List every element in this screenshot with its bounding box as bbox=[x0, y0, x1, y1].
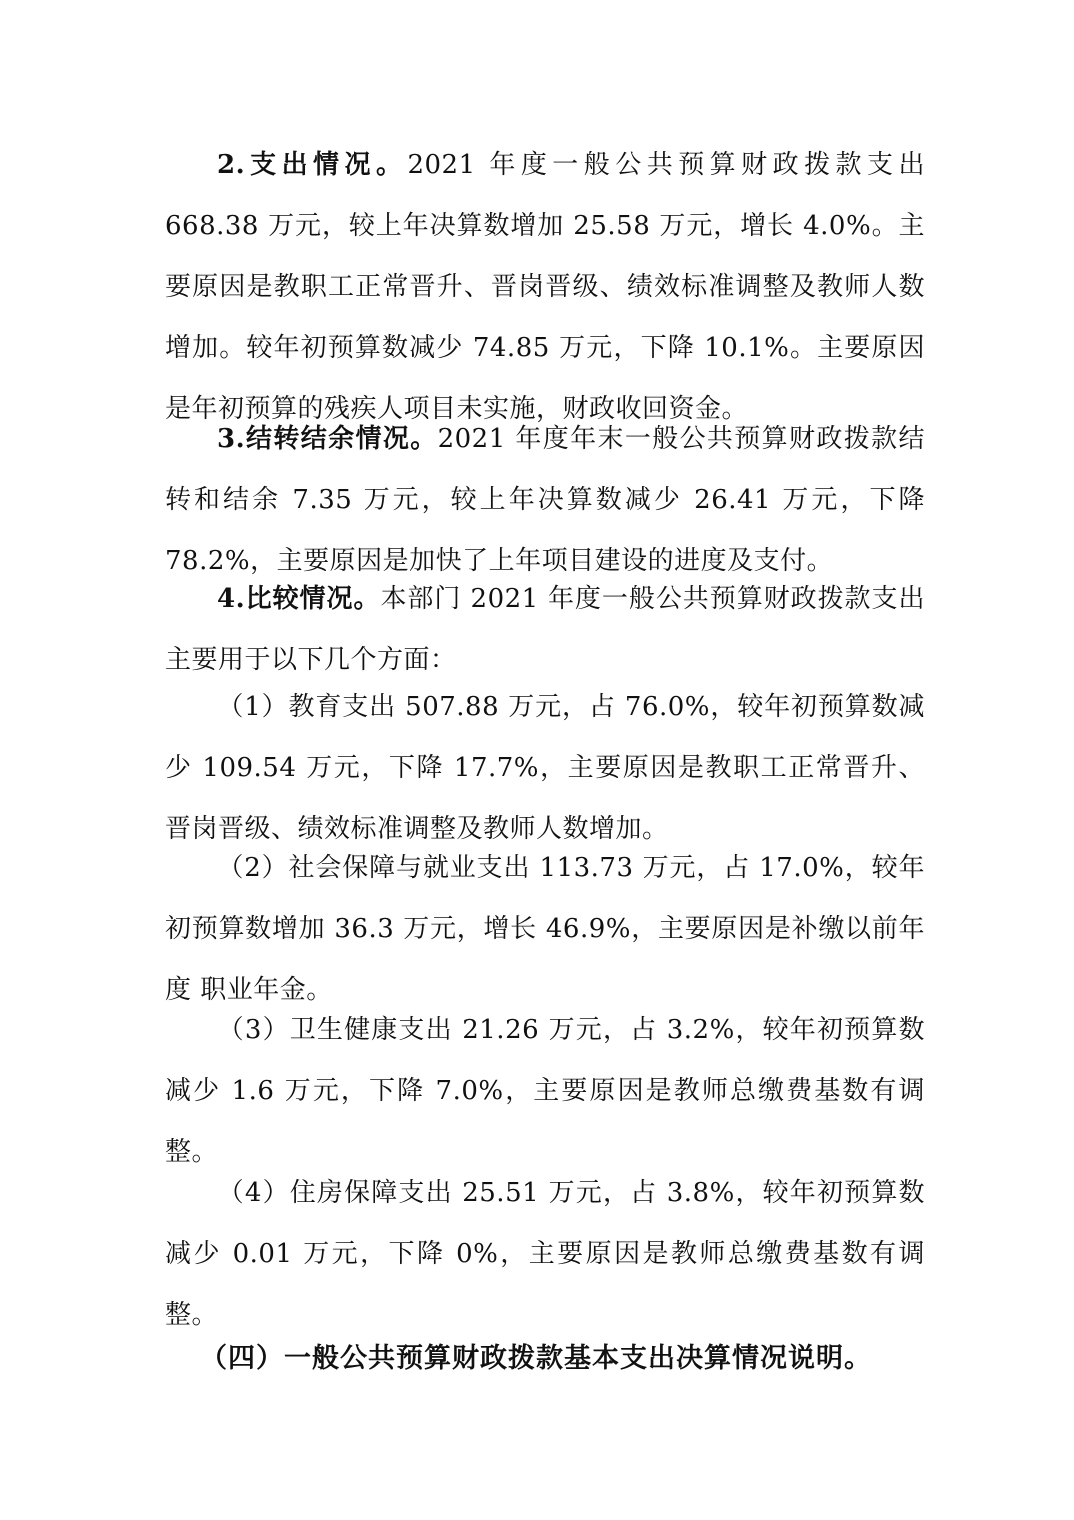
paragraph-lead: 3.结转结余情况。 bbox=[217, 424, 438, 454]
paragraph-text: 2021 年度年末一般公共预算财政拨款结转和结余 7.35 万元，较上年决算数减少 26.41 万元，下降 78.2%，主要原因是加快了上年项目建设的进度及支付。 bbox=[165, 424, 925, 576]
paragraph-text: 2021 年度一般公共预算财政拨款支出 668.38 万元，较上年决算数增加 25.58 万元，增长 4.0%。主要原因是教职工正常晋升、晋岗晋级、绩效标准调整及教师人数增加。较年初预算数减少 74.85 万元，下降 10.1%。主要原因是年初预算的残疾人项目未实施，财政收回资金。 bbox=[165, 150, 925, 424]
paragraph-carryover bbox=[165, 409, 925, 592]
paragraph-lead: 4.比较情况。 bbox=[217, 584, 381, 614]
paragraph-health bbox=[165, 1000, 925, 1183]
paragraph-lead: 2.支出情况。 bbox=[217, 150, 408, 180]
section-heading: （四）一般公共预算财政拨款基本支出决算情况说明。 bbox=[200, 1343, 872, 1374]
paragraph-education bbox=[165, 677, 925, 860]
paragraph-text: （3）卫生健康支出 21.26 万元，占 3.2%，较年初预算数减少 1.6 万元，下降 7.0%，主要原因是教师总缴费基数有调整。 bbox=[165, 1015, 925, 1167]
paragraph-expenditure bbox=[165, 135, 925, 440]
paragraph-text: （4）住房保障支出 25.51 万元，占 3.8%，较年初预算数减少 0.01 万元，下降 0%，主要原因是教师总缴费基数有调整。 bbox=[165, 1178, 925, 1330]
paragraph-text: （2）社会保障与就业支出 113.73 万元，占 17.0%，较年初预算数增加 36.3 万元，增长 46.9%，主要原因是补缴以前年度 职业年金。 bbox=[165, 853, 925, 1005]
paragraph-social-security bbox=[165, 838, 925, 1021]
paragraph-text: 本部门 2021 年度一般公共预算财政拨款支出主要用于以下几个方面： bbox=[165, 584, 925, 675]
paragraph-housing bbox=[165, 1163, 925, 1346]
paragraph-comparison bbox=[165, 569, 925, 691]
paragraph-text: （1）教育支出 507.88 万元，占 76.0%，较年初预算数减少 109.54 万元，下降 17.7%，主要原因是教职工正常晋升、晋岗晋级、绩效标准调整及教师人数增加。 bbox=[165, 692, 925, 844]
